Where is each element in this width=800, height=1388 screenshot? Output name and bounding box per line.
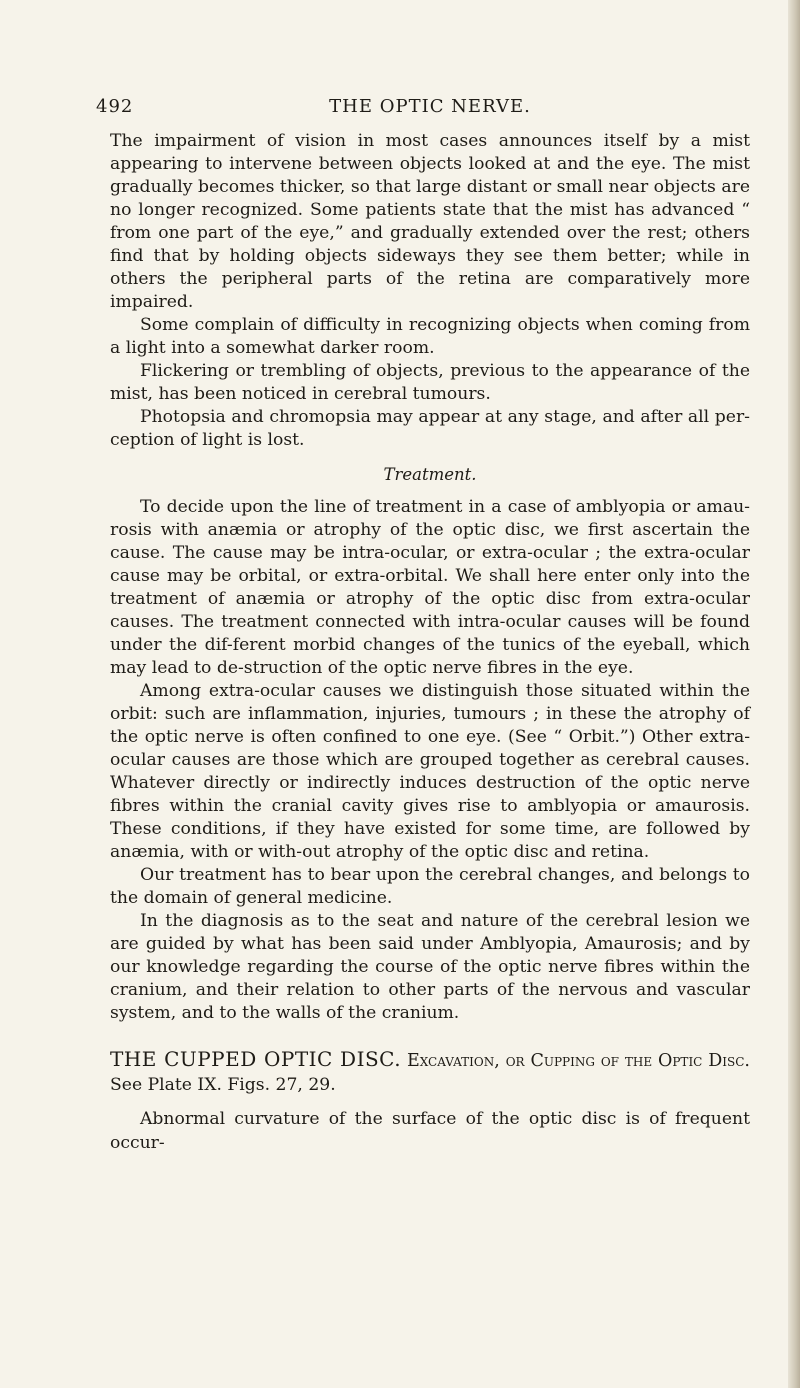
paragraph-flickering: Flickering or trembling of objects, previous to the appearance of the mist, has been noticed in cerebral tumours.: [110, 361, 750, 404]
section-subtitle: Excavation, or Cupping of the Optic Disc.: [406, 1051, 750, 1071]
paragraph-diagnosis: In the diagnosis as to the seat and nature of the cerebral lesion we are guided by what has been said under Amblyopia, Amaurosis; and by our knowledge regarding the course of the optic nerve fibres within the cranium, and their relation to other parts of the nervous and vascular system, and to the walls of the cranium.: [110, 911, 750, 1023]
paragraph-cerebral: Our treatment has to bear upon the cerebral changes, and belongs to the domain of general medicine.: [110, 865, 750, 908]
paragraph-mist: The impairment of vision in most cases announces itself by a mist appearing to intervene between objects looked at and the eye. The mist gradually becomes thicker, so that large distant or small near objects are no longer recognized. Some patients state that the mist has advanced “ from one part of the eye,” and gradually extended over the rest; others find that by holding objects sideways they see them better; while in others the peripheral parts of the retina are comparatively more impaired.: [110, 131, 750, 312]
treatment-heading: Treatment.: [383, 465, 477, 484]
section-heading: [110, 1047, 750, 1097]
body-text: [110, 130, 750, 1025]
paragraph-treatment-line: To decide upon the line of treatment in a case of amblyopia or amau-rosis with anæmia or atrophy of the optic disc, we first ascertain the cause. The cause may be intra-ocular, or extra-ocular ; the extra-ocular cause may be orbital, or extra-orbital. We shall here enter only into the treatment of anæmia or atrophy of the optic disc from extra-ocular causes. The treatment connected with intra-ocular causes will be found under the dif-ferent morbid changes of the tunics of the eyeball, which may lead to de-struction of the optic nerve fibres in the eye.: [110, 497, 750, 678]
page-header: [96, 96, 750, 122]
paragraph-photopsia: Photopsia and chromopsia may appear at any stage, and after all per-ception of light is lost.: [110, 407, 750, 450]
paragraph-dark-room: Some complain of difficulty in recognizing objects when coming from a light into a somewhat darker room.: [110, 315, 750, 358]
paragraph-extra-ocular: Among extra-ocular causes we distinguish those situated within the orbit: such are inflammation, injuries, tumours ; in these the atrophy of the optic nerve is often confined to one eye. (See “ Orbit.”) Other extra-ocular causes are those which are grouped together as cerebral causes. Whatever directly or indirectly induces destruction of the optic nerve fibres within the cranial cavity gives rise to amblyopia or amaurosis. These conditions, if they have existed for some time, are followed by anæmia, with or with-out atrophy of the optic disc and retina.: [110, 681, 750, 862]
running-title: THE OPTIC NERVE.: [329, 96, 531, 117]
section-title: THE CUPPED OPTIC DISC.: [110, 1047, 402, 1071]
paragraph-abnormal-curvature: Abnormal curvature of the surface of the optic disc is of frequent occur-: [110, 1109, 750, 1153]
plate-reference: See Plate IX. Figs. 27, 29.: [110, 1075, 336, 1095]
cupped-disc-section: [110, 1047, 750, 1155]
page-number: 492: [96, 96, 134, 117]
book-spine-edge: [788, 0, 800, 1388]
book-page: [96, 96, 750, 1155]
